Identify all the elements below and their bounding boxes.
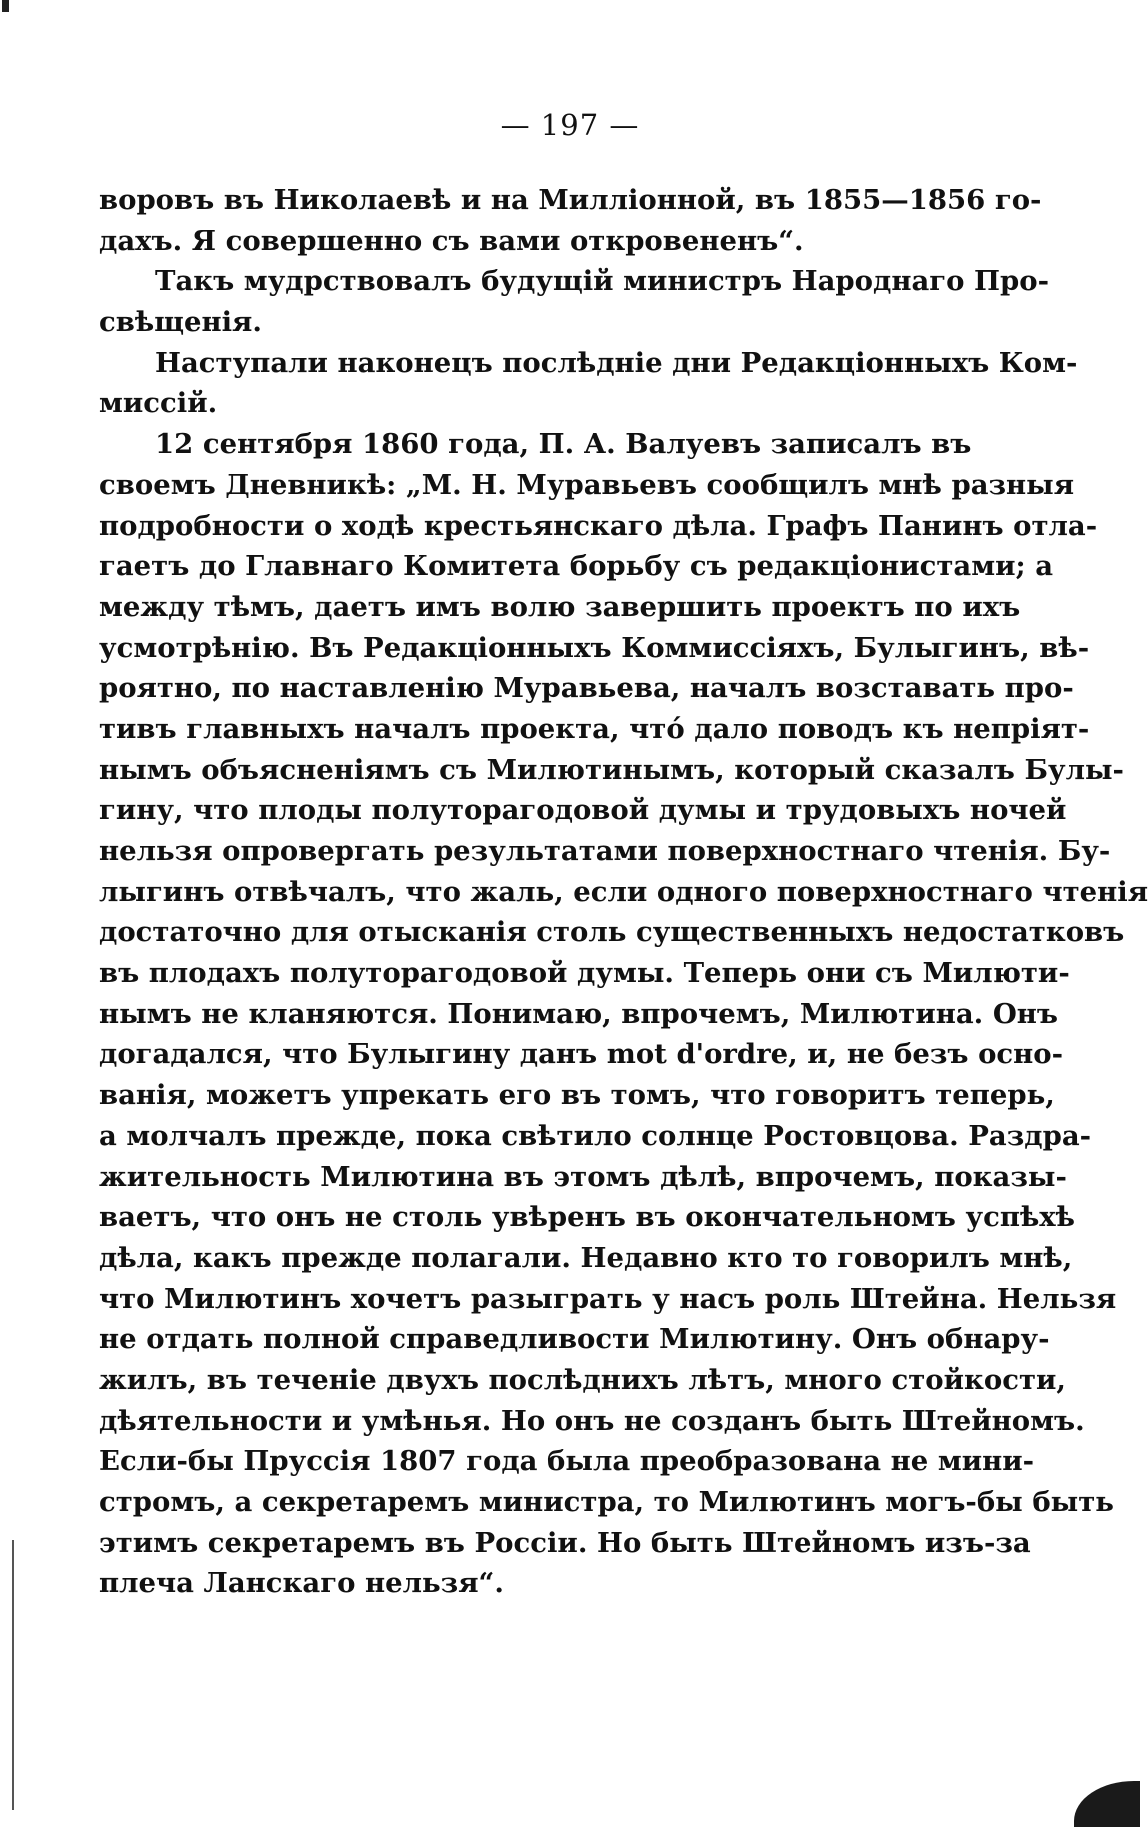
text-line: гаетъ до Главнаго Комитета борьбу съ редакціонистами; а <box>99 550 1054 583</box>
text-line: не отдать полной справедливости Милютину. Онъ обнару- <box>99 1323 1050 1356</box>
page-number: — 197 — <box>500 108 640 142</box>
text-line: плеча Ланскаго нельзя“. <box>99 1567 504 1600</box>
body-text <box>99 180 1148 1604</box>
text-line: стромъ, а секретаремъ министра, то Милютинъ могъ-бы быть <box>99 1486 1114 1518</box>
text-line: жительность Милютина въ этомъ дѣлѣ, впрочемъ, показы- <box>99 1160 1067 1193</box>
text-line: лыгинъ отвѣчалъ, что жаль, если одного поверхностнаго чтенія <box>99 875 1148 908</box>
scan-corner-mark <box>2 0 9 12</box>
text-line: нымъ объясненіямъ съ Милютинымъ, который сказалъ Булы- <box>99 753 1124 786</box>
text-line: свѣщенія. <box>99 306 262 339</box>
text-line: воровъ въ Николаевѣ и на Милліонной, въ 1855—1856 го- <box>99 184 1042 216</box>
text-line: подробности о ходѣ крестьянскаго дѣла. Графъ Панинъ отла- <box>99 509 1098 542</box>
text-line: нельзя опровергать результатами поверхностнаго чтенія. Бу- <box>99 835 1111 867</box>
text-line: Такъ мудрствовалъ будущій министръ Народнаго Про- <box>155 265 1049 298</box>
text-line: ваетъ, что онъ не столь увѣренъ въ окончательномъ успѣхѣ <box>99 1201 1076 1234</box>
text-line: своемъ Дневникѣ: „М. Н. Муравьевъ сообщилъ мнѣ разныя <box>99 468 1075 501</box>
text-line: между тѣмъ, даетъ имъ волю завершить проектъ по ихъ <box>99 590 1021 623</box>
text-line: нымъ не кланяются. Понимаю, впрочемъ, Милютина. Онъ <box>99 997 1058 1030</box>
text-line: Если-бы Пруссія 1807 года была преобразована не мини- <box>99 1445 1035 1478</box>
text-line: догадался, что Булыгину данъ mot d'ordre, и, не безъ осно- <box>99 1038 1064 1071</box>
text-line: гину, что плоды полуторагодовой думы и трудовыхъ ночей <box>99 794 1067 827</box>
text-line: а молчалъ прежде, пока свѣтило солнце Ростовцова. Раздра- <box>99 1119 1092 1152</box>
text-line: ванія, можетъ упрекать его въ томъ, что говоритъ теперь, <box>99 1079 1055 1112</box>
text-line: дѣятельности и умѣнья. Но онъ не созданъ быть Штейномъ. <box>99 1404 1085 1437</box>
text-line: 12 сентября 1860 года, П. А. Валуевъ записалъ въ <box>155 428 972 461</box>
text-line: жилъ, въ теченіе двухъ послѣднихъ лѣтъ, много стойкости, <box>99 1363 1066 1396</box>
text-line: миссій. <box>99 387 218 420</box>
text-line: что Милютинъ хочетъ разыграть у насъ роль Штейна. Нельзя <box>99 1282 1117 1315</box>
text-line: усмотрѣнію. Въ Редакціонныхъ Коммиссіяхъ, Булыгинъ, вѣ- <box>99 631 1090 664</box>
text-line: въ плодахъ полуторагодовой думы. Теперь они съ Милюти- <box>99 957 1070 990</box>
text-line: дахъ. Я совершенно съ вами откровененъ“. <box>99 224 804 257</box>
text-line: тивъ главныхъ началъ проекта, чтó дало поводъ къ непріят- <box>99 712 1090 745</box>
text-line: достаточно для отысканія столь существенныхъ недостатковъ <box>99 916 1125 949</box>
text-line: дѣла, какъ прежде полагали. Недавно кто то говорилъ мнѣ, <box>99 1241 1073 1274</box>
scan-edge-shadow <box>12 1540 14 1810</box>
text-line: роятно, по наставленію Муравьева, началъ возставать про- <box>99 672 1074 705</box>
text-line: Наступали наконецъ послѣдніе дни Редакціонныхъ Ком- <box>155 346 1078 379</box>
text-line: этимъ секретаремъ въ Россіи. Но быть Штейномъ изъ-за <box>99 1526 1031 1559</box>
scan-ink-blot <box>1074 1781 1140 1827</box>
